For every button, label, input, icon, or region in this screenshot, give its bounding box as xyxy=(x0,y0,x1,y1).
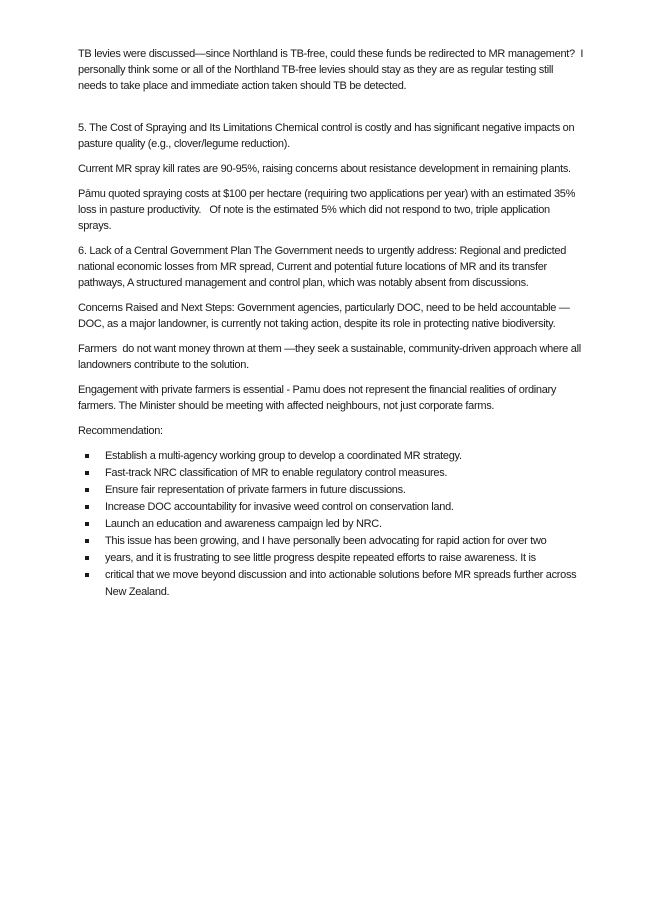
list-item-text: years, and it is frustrating to see little progress despite repeated efforts to raise awareness. It is xyxy=(105,552,536,564)
paragraph-pamu-costs: Pāmu quoted spraying costs at $100 per hectare (requiring two applications per year) with an estimated 35% loss in pasture productivity. Of note is the estimated 5% which did not respond to two, triple application sprays. xyxy=(78,188,578,232)
bullet-square-icon xyxy=(85,471,89,475)
list-item-text: critical that we move beyond discussion and into actionable solutions before MR spreads further across New Zealand. xyxy=(105,569,577,598)
paragraph-government-plan: 6. Lack of a Central Government Plan The Government needs to urgently address: Regional and predicted national economic losses from MR spread, Current and potential future locations of MR and its transfer pathways, A structured management and control plan, which was notably absent from discussions. xyxy=(78,245,569,289)
list-item-text: Fast-track NRC classification of MR to enable regulatory control measures. xyxy=(105,467,448,479)
bullet-square-icon xyxy=(85,522,89,526)
bullet-square-icon xyxy=(85,505,89,509)
document-content xyxy=(78,46,584,601)
list-item-text: Ensure fair representation of private farmers in future discussions. xyxy=(105,484,406,496)
list-item xyxy=(78,448,584,465)
bullet-square-icon xyxy=(85,556,89,560)
paragraph-engagement: Engagement with private farmers is essential - Pamu does not represent the financial realities of ordinary farmers. The Minister should be meeting with affected neighbours, not just corporate farms. xyxy=(78,384,559,412)
list-item-text: Launch an education and awareness campaign led by NRC. xyxy=(105,518,382,530)
list-item xyxy=(78,533,584,550)
bullet-square-icon xyxy=(85,539,89,543)
paragraph-recommendation-heading: Recommendation: xyxy=(78,425,163,437)
list-item xyxy=(78,516,584,533)
paragraph-cost-of-spraying: 5. The Cost of Spraying and Its Limitations Chemical control is costly and has significant negative impacts on pasture quality (e.g., clover/legume reduction). xyxy=(78,122,578,150)
bullet-square-icon xyxy=(85,488,89,492)
bullet-square-icon xyxy=(85,454,89,458)
list-item-text: Establish a multi-agency working group to develop a coordinated MR strategy. xyxy=(105,450,462,462)
list-item xyxy=(78,567,584,601)
list-item-text: This issue has been growing, and I have personally been advocating for rapid action for over two xyxy=(105,535,547,547)
blank-line xyxy=(78,103,584,120)
list-item xyxy=(78,465,584,482)
paragraph-kill-rates: Current MR spray kill rates are 90-95%, raising concerns about resistance development in remaining plants. xyxy=(78,163,571,175)
paragraph-concerns-raised: Concerns Raised and Next Steps: Government agencies, particularly DOC, need to be held accountable —DOC, as a major landowner, is currently not taking action, despite its role in protecting native biodiversity. xyxy=(78,302,570,330)
list-item xyxy=(78,482,584,499)
list-item-text: Increase DOC accountability for invasive weed control on conservation land. xyxy=(105,501,454,513)
paragraph-tb-levies: TB levies were discussed—since Northland is TB-free, could these funds be redirected to MR management? I personally think some or all of the Northland TB-free levies should stay as they are as regular testing still needs to take place and immediate action taken should TB be detected. xyxy=(78,48,586,92)
recommendation-list xyxy=(78,448,584,601)
list-item xyxy=(78,550,584,567)
paragraph-farmers: Farmers do not want money thrown at them —they seek a sustainable, community-driven approach where all landowners contribute to the solution. xyxy=(78,343,584,371)
list-item xyxy=(78,499,584,516)
bullet-square-icon xyxy=(85,573,89,577)
